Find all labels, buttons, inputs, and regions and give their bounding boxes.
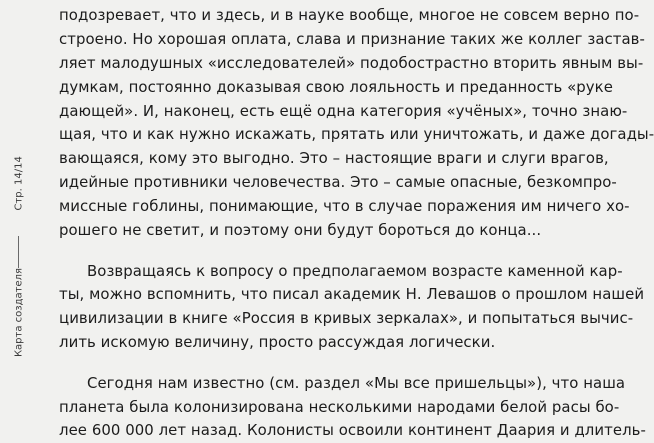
text-line: подозревает, что и здесь, и в науке вообще, многое не совсем верно по- (59, 6, 640, 24)
body-text (59, 4, 654, 443)
paragraph-map-age (59, 260, 645, 356)
text-line: Возвращаясь к вопросу о предполагаемом возрасте каменной кар- (87, 261, 623, 280)
text-line: лее 600 000 лет назад. Колонисты освоили континент Даария и длитель- (59, 421, 646, 440)
paragraph-continuation (59, 4, 654, 243)
text-line: лить искомую величину, просто рассуждая логически. (59, 333, 496, 352)
text-line: ляет малодушных «исследователей» подобострастно вторить явным вы- (59, 53, 644, 72)
text-line: планета была колонизирована несколькими народами белой расы бо- (59, 397, 620, 416)
text-line: вающаяся, кому это выгодно. Это – настоящие враги и слуги врагов, (59, 149, 609, 168)
text-line: строено. Но хорошая оплата, слава и признание таких же коллег застав- (59, 29, 645, 48)
book-title: Карта создателя (13, 267, 25, 358)
page-number: Стр. 14/14 (13, 156, 25, 211)
text-line: рошего не светит, и поэтому они будут бороться до конца... (59, 221, 542, 240)
text-line: щая, что и как нужно искажать, прятать или уничтожать, и даже догады- (59, 125, 654, 144)
text-line: Сегодня нам известно (см. раздел «Мы все пришельцы»), что наша (87, 373, 626, 392)
text-line: миссные гоблины, понимающие, что в случае поражения им ничего хо- (59, 197, 630, 216)
margin-divider (18, 236, 19, 268)
text-line: идейные противники человечества. Это – самые опасные, безкомпро- (59, 173, 617, 192)
text-line: дающей». И, наконец, есть ещё одна категория «учёных», точно знаю- (59, 101, 628, 120)
text-line: думкам, постоянно доказывая свою лояльность и преданность «руке (59, 77, 613, 96)
text-line: цивилизации в книге «Россия в кривых зеркалах», и попытаться вычис- (59, 309, 634, 328)
paragraph-colonization (59, 372, 646, 443)
text-line: ты, можно вспомнить, что писал академик Н. Левашов о прошлом нашей (59, 285, 645, 304)
